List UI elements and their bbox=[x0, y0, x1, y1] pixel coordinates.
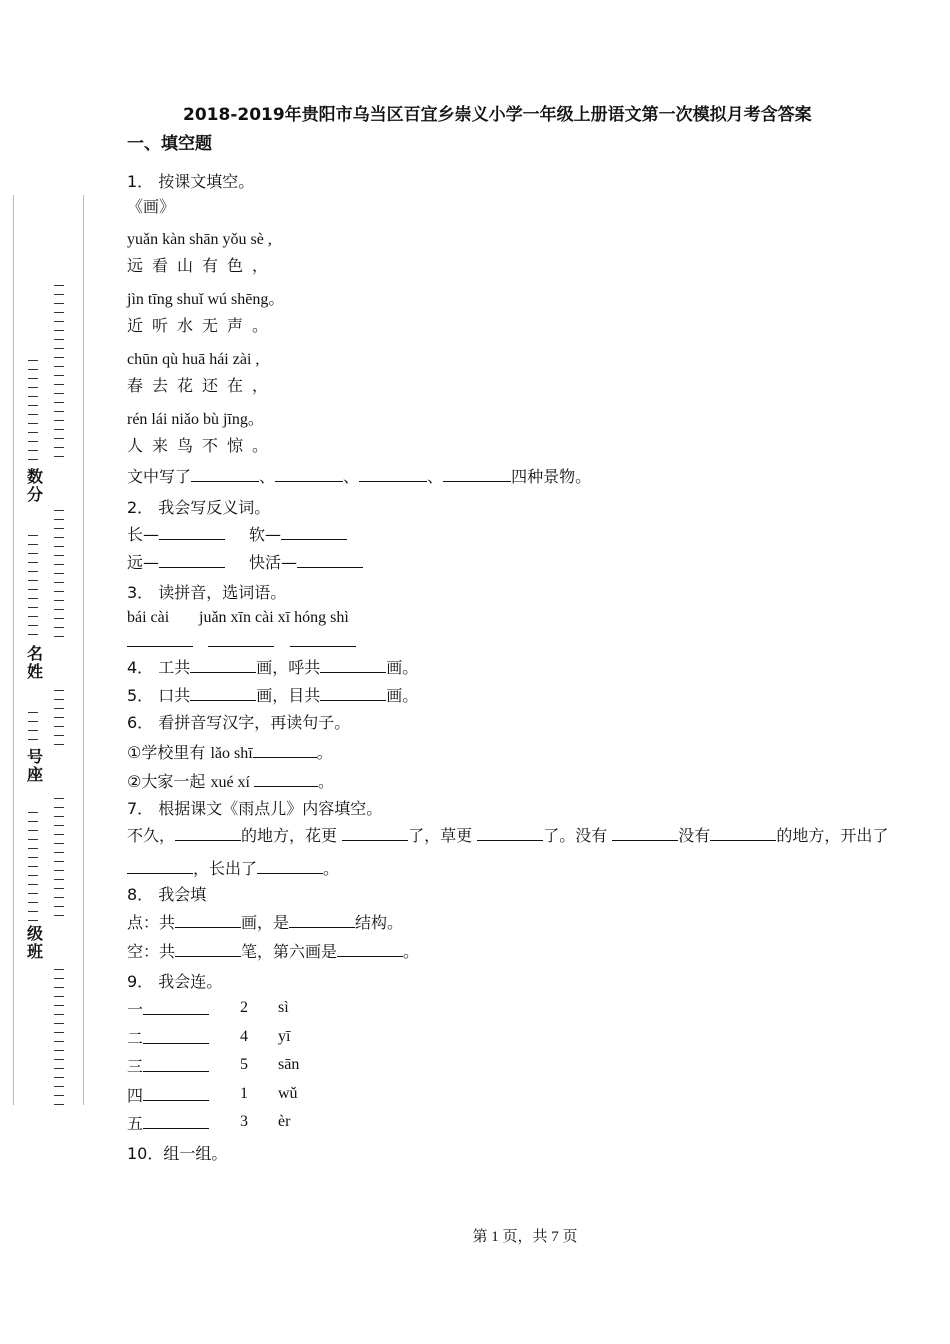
poem-line-4: 人来鸟不惊。 bbox=[127, 436, 278, 455]
binding-dash bbox=[54, 861, 64, 862]
q1-poem-title: 《画》 bbox=[127, 197, 176, 216]
binding-dash bbox=[28, 360, 38, 361]
poem-pinyin-4: rén lái niǎo bù jīng。 bbox=[127, 411, 264, 428]
binding-dash bbox=[54, 564, 64, 565]
match-number[interactable]: 2 bbox=[240, 999, 248, 1016]
binding-dash bbox=[28, 830, 38, 831]
binding-dash bbox=[54, 1077, 64, 1078]
binding-dash bbox=[28, 739, 38, 740]
blank[interactable] bbox=[159, 525, 225, 540]
binding-dash bbox=[28, 625, 38, 626]
binding-dash bbox=[54, 843, 64, 844]
binding-dash bbox=[28, 634, 38, 635]
binding-dash bbox=[28, 396, 38, 397]
binding-dash bbox=[28, 432, 38, 433]
binding-dash bbox=[54, 1050, 64, 1051]
q6-line-2: ②大家一起 xué xí 。 bbox=[127, 772, 334, 791]
blank[interactable] bbox=[143, 1086, 209, 1101]
side-label-class: 级班 bbox=[26, 924, 43, 961]
binding-dash bbox=[54, 978, 64, 979]
blank[interactable] bbox=[275, 467, 343, 482]
binding-dash bbox=[54, 618, 64, 619]
binding-dash bbox=[28, 580, 38, 581]
binding-dash bbox=[28, 920, 38, 921]
match-left-item: 二 bbox=[127, 1029, 209, 1047]
binding-dash bbox=[54, 825, 64, 826]
blank[interactable] bbox=[477, 826, 543, 841]
match-pinyin[interactable]: wǔ bbox=[278, 1084, 298, 1102]
binding-dash bbox=[28, 544, 38, 545]
binding-dash bbox=[54, 348, 64, 349]
q9-stem: 9． 我会连。 bbox=[127, 972, 223, 991]
blank[interactable] bbox=[143, 1114, 209, 1129]
binding-dash bbox=[54, 1041, 64, 1042]
binding-dash bbox=[54, 393, 64, 394]
binding-dash bbox=[54, 969, 64, 970]
q1-stem: 1． 按课文填空。 bbox=[127, 172, 255, 191]
binding-dash bbox=[54, 1095, 64, 1096]
binding-dash bbox=[54, 321, 64, 322]
page-title: 2018-2019年贵阳市乌当区百宜乡崇义小学一年级上册语文第一次模拟月考含答案 bbox=[183, 105, 812, 125]
binding-dash bbox=[54, 456, 64, 457]
binding-dash bbox=[28, 450, 38, 451]
binding-dash bbox=[28, 414, 38, 415]
binding-dash bbox=[54, 897, 64, 898]
blank[interactable] bbox=[320, 658, 386, 673]
binding-dash bbox=[28, 839, 38, 840]
binding-dash bbox=[28, 378, 38, 379]
match-pinyin[interactable]: yī bbox=[278, 1027, 291, 1045]
blank[interactable] bbox=[342, 826, 408, 841]
poem-pinyin-1: yuǎn kàn shān yǒu sè , bbox=[127, 231, 272, 248]
binding-dash bbox=[54, 627, 64, 628]
binding-dash bbox=[54, 987, 64, 988]
match-left-item: 四 bbox=[127, 1086, 209, 1104]
binding-dash bbox=[28, 387, 38, 388]
binding-line-right bbox=[83, 195, 84, 1105]
binding-dash bbox=[28, 405, 38, 406]
poem-pinyin-3: chūn qù huā hái zài , bbox=[127, 351, 260, 368]
q1-fill-suffix: 四种景物。 bbox=[511, 467, 592, 486]
binding-dash bbox=[54, 510, 64, 511]
binding-dash bbox=[54, 852, 64, 853]
blank[interactable] bbox=[127, 632, 193, 647]
binding-dash bbox=[28, 369, 38, 370]
blank[interactable] bbox=[359, 467, 427, 482]
blank[interactable] bbox=[190, 658, 256, 673]
q2-row-2b: 快活— bbox=[249, 553, 363, 571]
side-label-name: 名姓 bbox=[26, 644, 43, 681]
match-pinyin[interactable]: èr bbox=[278, 1113, 291, 1130]
match-left-item: 三 bbox=[127, 1057, 209, 1075]
binding-dash bbox=[28, 553, 38, 554]
blank[interactable] bbox=[443, 467, 511, 482]
blank[interactable] bbox=[175, 826, 241, 841]
binding-dash bbox=[28, 616, 38, 617]
binding-dash bbox=[54, 312, 64, 313]
binding-dash bbox=[54, 528, 64, 529]
blank[interactable] bbox=[208, 632, 274, 647]
blank[interactable] bbox=[710, 826, 776, 841]
binding-dash bbox=[54, 690, 64, 691]
binding-dash bbox=[54, 879, 64, 880]
binding-dash bbox=[28, 589, 38, 590]
blank[interactable] bbox=[320, 686, 386, 701]
binding-dash bbox=[54, 375, 64, 376]
binding-dash bbox=[28, 721, 38, 722]
match-left-item: 一 bbox=[127, 1000, 209, 1018]
binding-dash bbox=[54, 285, 64, 286]
binding-dash bbox=[28, 571, 38, 572]
binding-dash bbox=[54, 1032, 64, 1033]
binding-dash bbox=[54, 294, 64, 295]
binding-dash bbox=[54, 735, 64, 736]
q3-stem: 3． 读拼音，选词语。 bbox=[127, 583, 287, 602]
binding-dash bbox=[54, 816, 64, 817]
binding-dash bbox=[54, 447, 64, 448]
blank[interactable] bbox=[337, 942, 403, 957]
binding-dash bbox=[28, 730, 38, 731]
q7-line-1: 不久， 的地方，花更 了，草更 了。没有 没有 的地方，开出了 bbox=[127, 826, 889, 845]
binding-dash bbox=[28, 562, 38, 563]
binding-dash bbox=[28, 441, 38, 442]
blank[interactable] bbox=[191, 467, 259, 482]
q6-line-1: ①学校里有 lǎo shī 。 bbox=[127, 743, 333, 762]
binding-dash bbox=[54, 1023, 64, 1024]
binding-dash bbox=[54, 537, 64, 538]
binding-dash bbox=[54, 1005, 64, 1006]
q4-line: 4． 工共 画，呼共 画。 bbox=[127, 658, 419, 677]
q2-row-2: 远— bbox=[127, 553, 225, 571]
blank[interactable] bbox=[143, 1029, 209, 1044]
blank[interactable] bbox=[257, 859, 323, 874]
binding-dash bbox=[54, 726, 64, 727]
binding-dash bbox=[28, 459, 38, 460]
binding-dash bbox=[54, 609, 64, 610]
q10-stem: 10．组一组。 bbox=[127, 1144, 228, 1163]
binding-dash bbox=[28, 884, 38, 885]
binding-dash bbox=[28, 875, 38, 876]
binding-dash bbox=[54, 438, 64, 439]
binding-dash bbox=[54, 546, 64, 547]
binding-line-left bbox=[13, 195, 14, 1105]
q2-row-1: 长— bbox=[127, 525, 225, 543]
blank[interactable] bbox=[290, 632, 356, 647]
q3-pinyin-2: juǎn xīn cài xī hóng shì bbox=[199, 609, 349, 626]
binding-dash bbox=[54, 339, 64, 340]
binding-dash bbox=[28, 848, 38, 849]
binding-dash bbox=[54, 591, 64, 592]
poem-line-2: 近听水无声。 bbox=[127, 316, 278, 335]
match-number[interactable]: 1 bbox=[240, 1084, 248, 1102]
poem-pinyin-2: jìn tīng shuǐ wú shēng。 bbox=[127, 291, 285, 308]
blank[interactable] bbox=[175, 913, 241, 928]
blank[interactable] bbox=[159, 553, 225, 568]
binding-dash bbox=[54, 555, 64, 556]
binding-dash bbox=[54, 411, 64, 412]
q8-line-2: 空：共 笔，第六画是 。 bbox=[127, 942, 420, 961]
binding-dash bbox=[28, 812, 38, 813]
binding-dash bbox=[54, 915, 64, 916]
binding-dash bbox=[54, 330, 64, 331]
q2-row-1b: 软— bbox=[249, 525, 347, 543]
binding-dash bbox=[28, 866, 38, 867]
blank[interactable] bbox=[175, 942, 241, 957]
binding-dash bbox=[54, 519, 64, 520]
binding-dash bbox=[54, 1059, 64, 1060]
blank[interactable] bbox=[289, 913, 355, 928]
binding-dash bbox=[54, 807, 64, 808]
binding-dash bbox=[54, 429, 64, 430]
binding-dash bbox=[54, 708, 64, 709]
blank[interactable] bbox=[612, 826, 678, 841]
match-pinyin[interactable]: sān bbox=[278, 1056, 300, 1073]
binding-dash bbox=[28, 911, 38, 912]
q6-stem: 6． 看拼音写汉字，再读句子。 bbox=[127, 713, 351, 732]
binding-dash bbox=[54, 888, 64, 889]
binding-dash bbox=[54, 870, 64, 871]
blank[interactable] bbox=[143, 1000, 209, 1015]
side-label-score: 数分 bbox=[26, 467, 43, 504]
side-label-seat: 号座 bbox=[26, 747, 43, 784]
match-number[interactable]: 3 bbox=[240, 1113, 248, 1130]
binding-dash bbox=[54, 582, 64, 583]
binding-dash bbox=[28, 902, 38, 903]
match-number[interactable]: 4 bbox=[240, 1027, 248, 1045]
q8-stem: 8． 我会填 bbox=[127, 885, 207, 904]
binding-dash bbox=[28, 598, 38, 599]
binding-dash bbox=[54, 906, 64, 907]
blank[interactable] bbox=[143, 1057, 209, 1072]
q7-line-2: ，长出了 。 bbox=[127, 859, 339, 877]
q3-pinyin-1: bái cài bbox=[127, 609, 170, 626]
q7-stem: 7． 根据课文《雨点儿》内容填空。 bbox=[127, 799, 383, 818]
blank[interactable] bbox=[127, 859, 193, 874]
match-left-item: 五 bbox=[127, 1114, 209, 1132]
binding-dash bbox=[54, 384, 64, 385]
blank[interactable] bbox=[281, 525, 347, 540]
poem-line-3: 春去花还在， bbox=[127, 376, 278, 395]
binding-dash bbox=[54, 573, 64, 574]
page-footer: 第 1 页，共 7 页 bbox=[472, 1229, 578, 1245]
binding-dash bbox=[54, 600, 64, 601]
binding-dash bbox=[54, 798, 64, 799]
binding-dash bbox=[54, 357, 64, 358]
binding-dash bbox=[54, 1014, 64, 1015]
binding-dash bbox=[54, 996, 64, 997]
binding-dash bbox=[28, 821, 38, 822]
binding-dash bbox=[28, 857, 38, 858]
binding-dash bbox=[54, 366, 64, 367]
q1-fill-line: 文中写了 、 、 、 四种景物。 bbox=[127, 467, 592, 486]
binding-dash bbox=[54, 402, 64, 403]
q8-line-1: 点：共 画，是 结构。 bbox=[127, 913, 404, 932]
binding-dash bbox=[54, 834, 64, 835]
binding-dash bbox=[28, 712, 38, 713]
binding-dash bbox=[54, 744, 64, 745]
poem-line-1: 远看山有色， bbox=[127, 256, 278, 275]
q5-line: 5． 口共 画，目共 画。 bbox=[127, 686, 419, 705]
binding-dash bbox=[54, 1068, 64, 1069]
binding-dash bbox=[54, 303, 64, 304]
binding-dash bbox=[54, 717, 64, 718]
binding-dash bbox=[28, 607, 38, 608]
binding-dash bbox=[28, 893, 38, 894]
blank[interactable] bbox=[253, 743, 317, 758]
q1-fill-prefix: 文中写了 bbox=[127, 467, 192, 486]
binding-dash bbox=[28, 535, 38, 536]
binding-dash bbox=[54, 1104, 64, 1105]
binding-dash bbox=[28, 423, 38, 424]
blank[interactable] bbox=[190, 686, 256, 701]
blank[interactable] bbox=[254, 772, 318, 787]
q3-blanks bbox=[127, 632, 356, 650]
blank[interactable] bbox=[297, 553, 363, 568]
binding-dash bbox=[54, 636, 64, 637]
binding-dash bbox=[54, 699, 64, 700]
binding-dash bbox=[54, 420, 64, 421]
section-heading: 一、填空题 bbox=[127, 134, 212, 154]
match-pinyin[interactable]: sì bbox=[278, 999, 289, 1016]
match-number[interactable]: 5 bbox=[240, 1056, 248, 1073]
q2-stem: 2． 我会写反义词。 bbox=[127, 498, 271, 517]
binding-dash bbox=[54, 1086, 64, 1087]
